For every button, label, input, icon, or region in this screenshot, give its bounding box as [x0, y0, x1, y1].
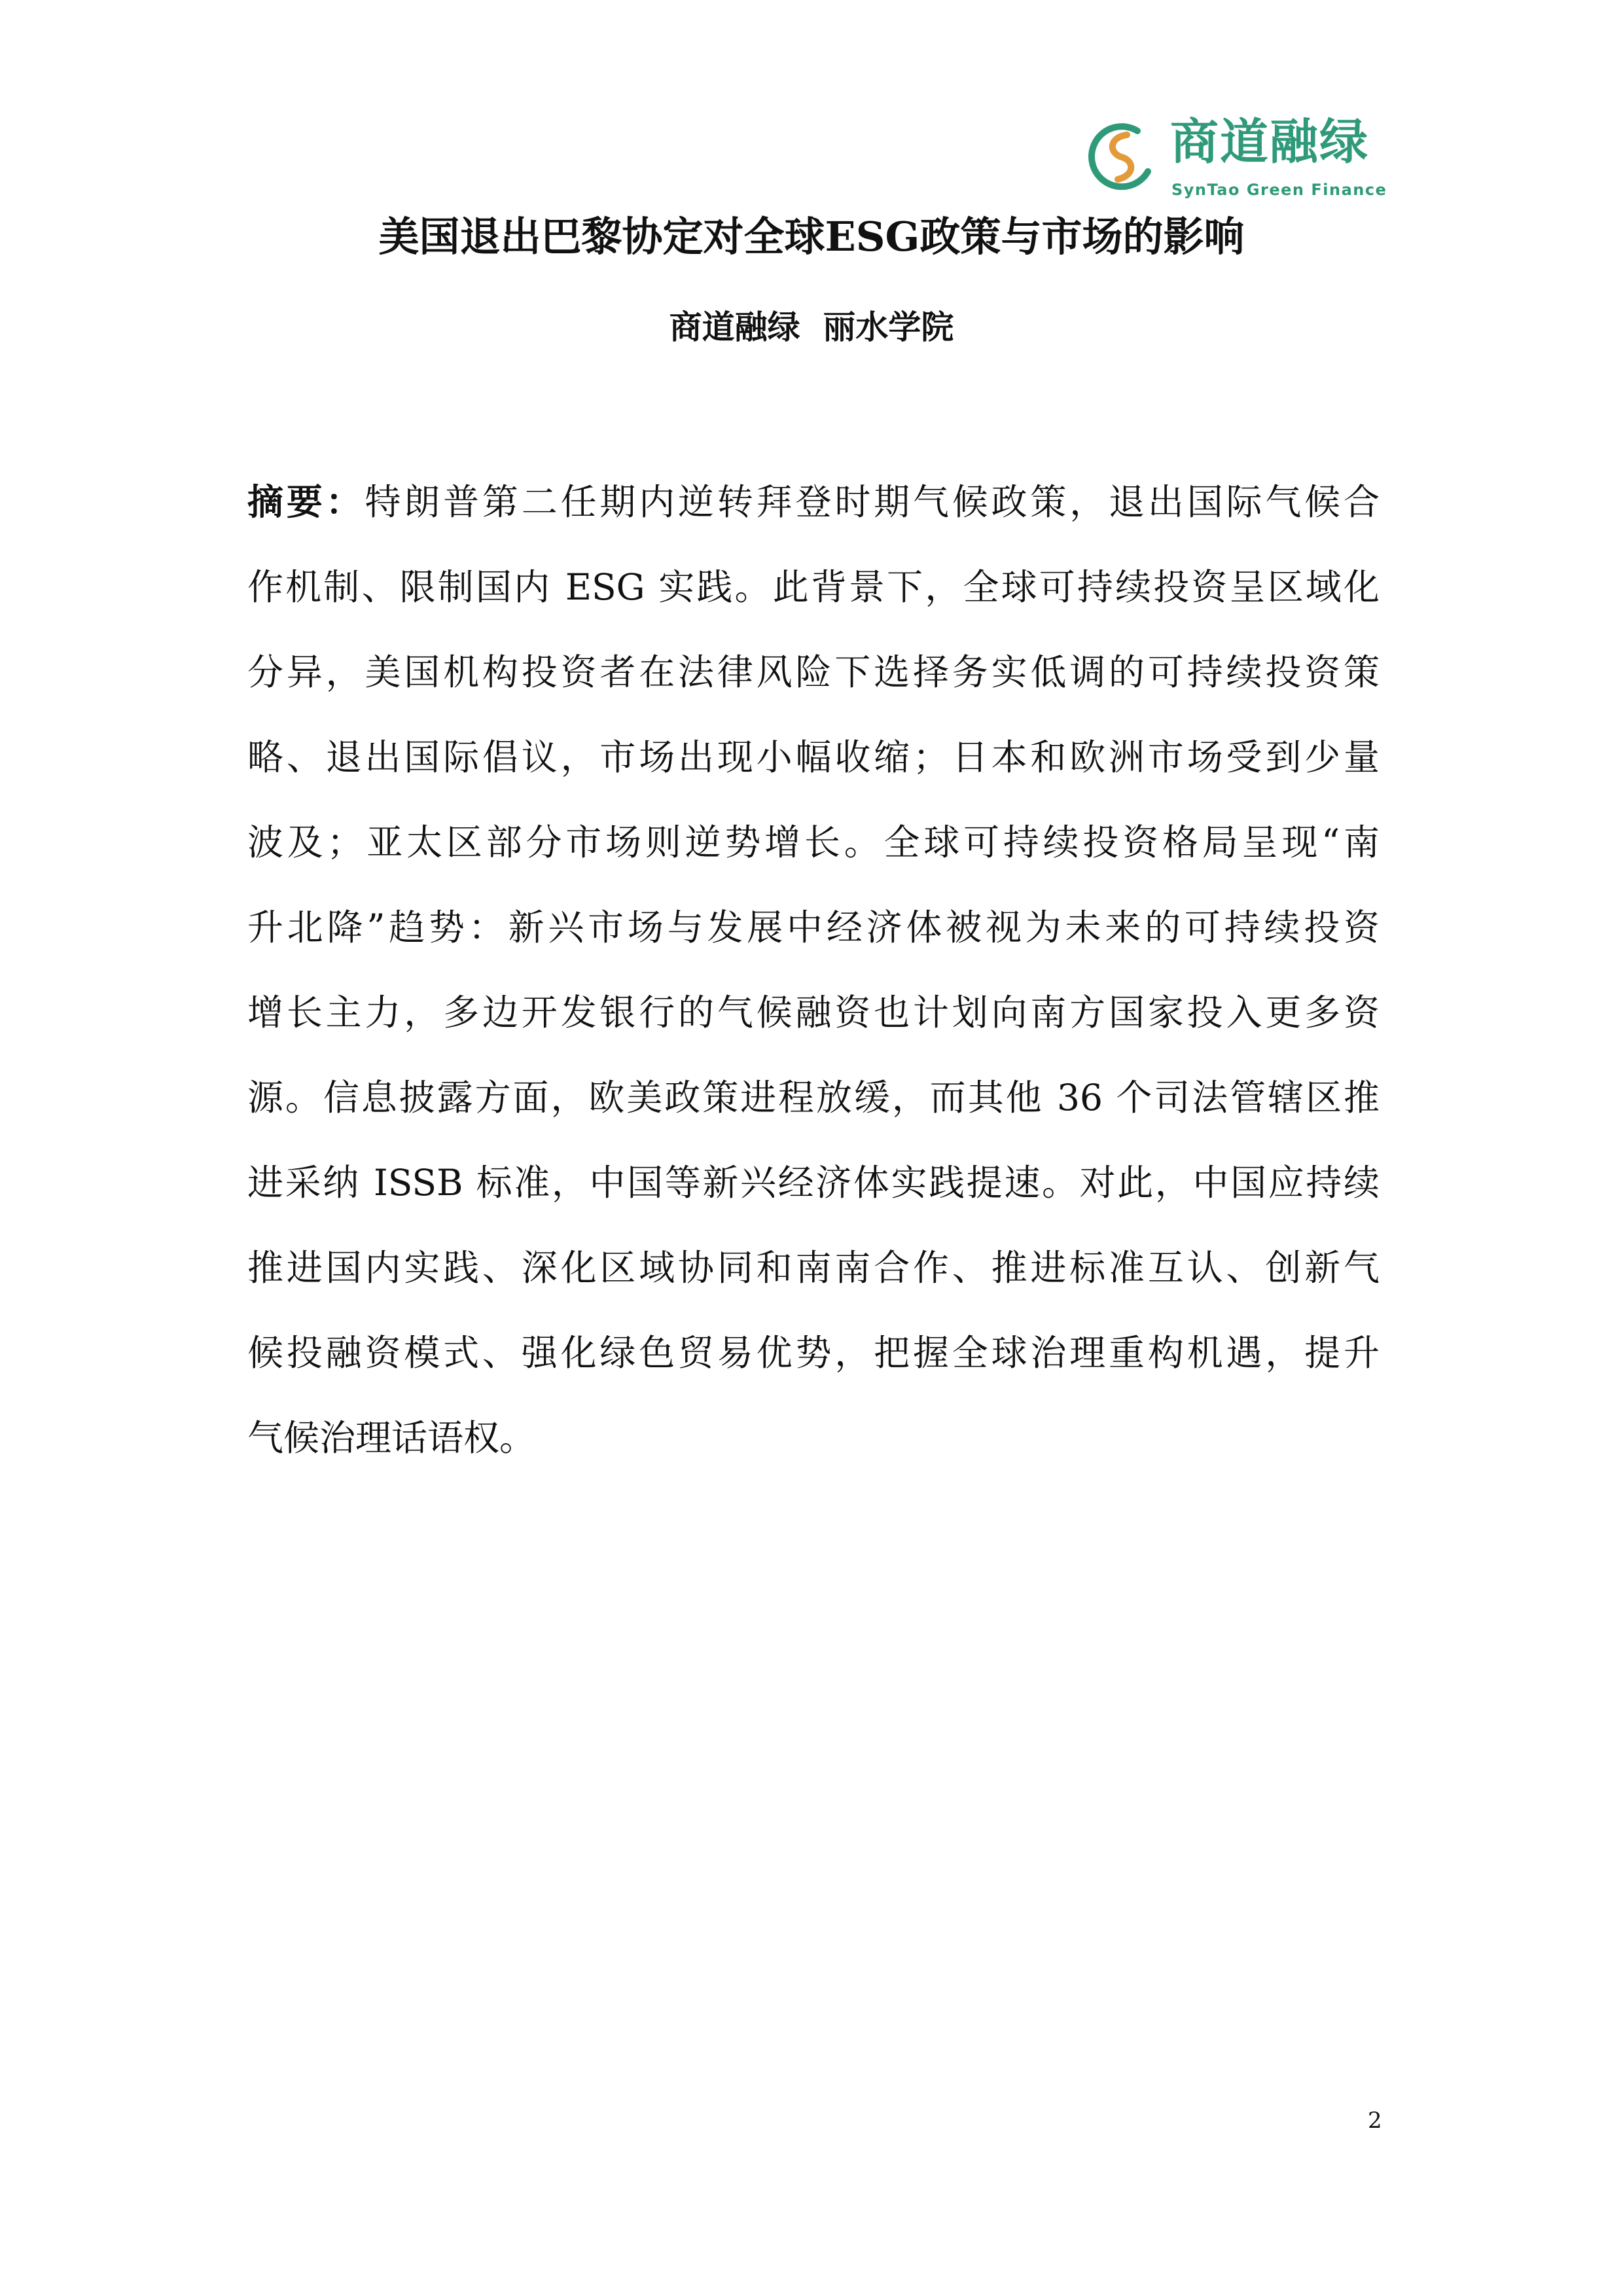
abstract-line: 升北降”趋势：新兴市场与发展中经济体被视为未来的可持续投资 — [247, 906, 1380, 948]
abstract-line: 作机制、限制国内 ESG 实践。此背景下，全球可持续投资呈区域化 — [247, 566, 1380, 608]
document-title: 美国退出巴黎协定对全球ESG政策与市场的影响 — [378, 213, 1245, 260]
abstract-line: 分异，美国机构投资者在法律风险下选择务实低调的可持续投资策 — [247, 651, 1380, 693]
document-authors: 商道融绿 丽水学院 — [669, 308, 954, 346]
syntao-logo — [1080, 110, 1394, 208]
abstract-line-text: 特朗普第二任期内逆转拜登时期气候政策，退出国际气候合 — [365, 481, 1380, 523]
logo-name-chinese: 商道融绿 — [1170, 114, 1369, 170]
abstract-line: 候投融资模式、强化绿色贸易优势，把握全球治理重构机遇，提升 — [247, 1332, 1380, 1374]
page-number: 2 — [1368, 2108, 1382, 2134]
abstract-label: 摘要： — [247, 480, 365, 523]
abstract-line: 略、退出国际倡议，市场出现小幅收缩；日本和欧洲市场受到少量 — [247, 736, 1380, 778]
syntao-logo-icon — [1080, 115, 1162, 197]
abstract-line: 气候治理话语权。 — [247, 1417, 536, 1459]
abstract-line: 增长主力，多边开发银行的气候融资也计划向南方国家投入更多资 — [247, 992, 1380, 1033]
abstract-line — [247, 473, 1380, 558]
abstract-line: 源。信息披露方面，欧美政策进程放缓，而其他 36 个司法管辖区推 — [247, 1077, 1380, 1119]
abstract-line: 进采纳 ISSB 标准，中国等新兴经济体实践提速。对此，中国应持续 — [247, 1162, 1380, 1204]
abstract — [247, 473, 1380, 1494]
abstract-line: 推进国内实践、深化区域协同和南南合作、推进标准互认、创新气 — [247, 1247, 1380, 1289]
abstract-line: 波及；亚太区部分市场则逆势增长。全球可持续投资格局呈现“南 — [247, 821, 1380, 863]
logo-name-english: SynTao Green Finance — [1171, 181, 1387, 199]
